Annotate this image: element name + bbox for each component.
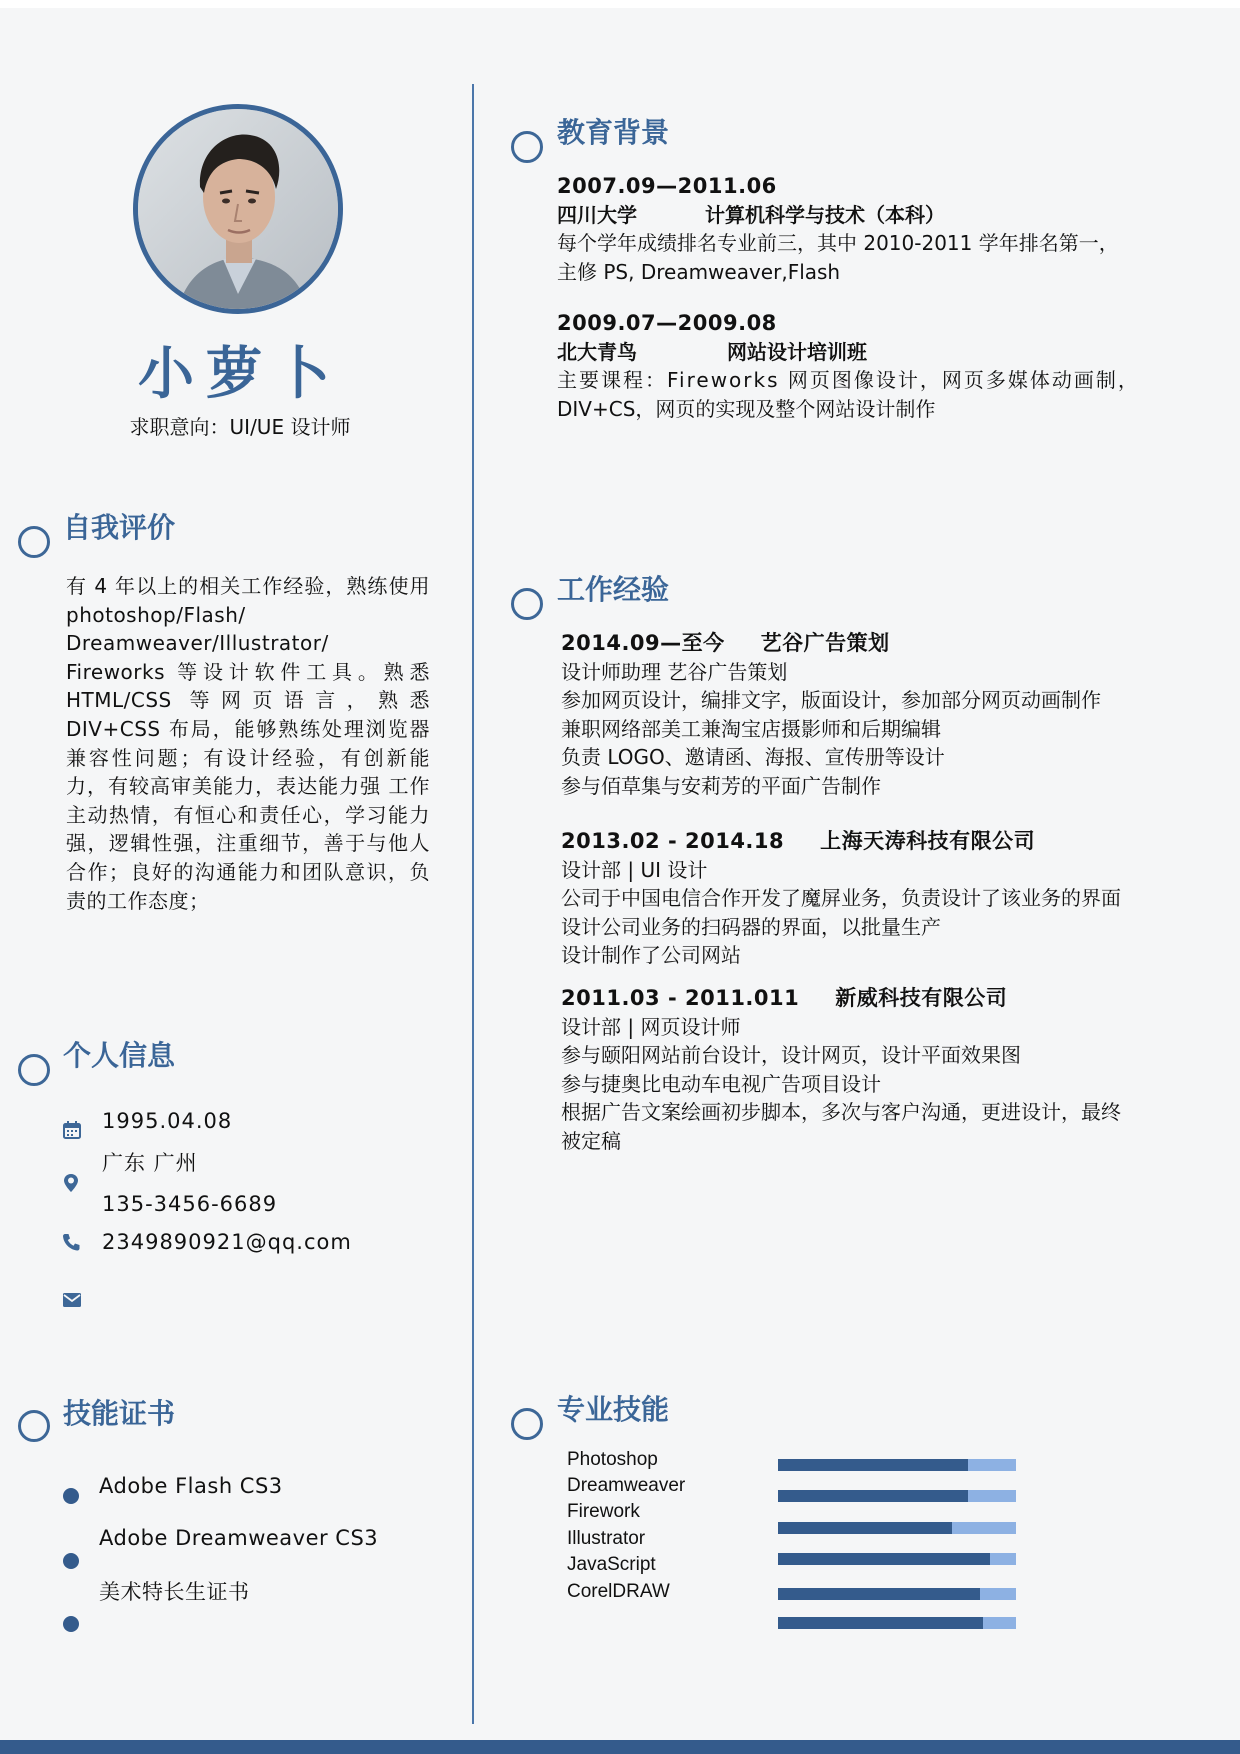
company-name: 新威科技有限公司	[835, 986, 1008, 1010]
location-text: 广东 广州	[102, 1151, 198, 1175]
work-date: 2014.09—至今	[561, 631, 725, 655]
skill-bar	[778, 1459, 1016, 1471]
skill-name: JavaScript	[567, 1554, 656, 1575]
education-date: 2009.07—2009.08	[557, 311, 777, 335]
skill-bar	[778, 1617, 1016, 1629]
avatar	[133, 104, 343, 314]
section-title-certificates: 技能证书	[63, 1397, 176, 1430]
work-desc: 参与捷奥比电动车电视广告项目设计	[561, 1071, 881, 1096]
skill-name: Photoshop	[567, 1449, 658, 1470]
skill-name: Dreamweaver	[567, 1475, 686, 1496]
skill-bar	[778, 1522, 1016, 1534]
skill-bar	[778, 1588, 1016, 1600]
footer-bar	[0, 1740, 1240, 1754]
work-desc: 负责 LOGO、邀请函、海报、宣传册等设计	[561, 745, 945, 769]
self-evaluation-text: 有 4 年以上的相关工作经验，熟练使用 photoshop/Flash/ Dreamweaver/Illustrator/ Fireworks 等设计软件工具。熟悉 HTML/CSS 等网页语言，熟悉 DIV+CSS 布局，能够熟练处理浏览器兼容性问题；有设计经验，有创新能力，有较高审美能力，表达能力强 工作主动热情，有恒心和责任心，学习能力强，逻辑性强，注重细节，善于与他人合作；良好的沟通能力和团队意识，负责的工作态度；	[66, 574, 430, 913]
company-name: 上海天涛科技有限公司	[820, 829, 1036, 853]
work-header	[561, 629, 1101, 658]
company-name: 艺谷广告策划	[760, 631, 890, 655]
education-desc: 主要课程：Fireworks 网页图像设计，网页多媒体动画制，	[557, 368, 1140, 392]
work-date: 2013.02 - 2014.18	[561, 829, 785, 853]
education-desc: 每个学年成绩排名专业前三，其中 2010-2011 学年排名第一，	[557, 231, 1119, 255]
certificate-item: 美术特长生证书	[99, 1580, 250, 1604]
section-title-personal-info: 个人信息	[63, 1039, 176, 1072]
skill-bar	[778, 1553, 1016, 1565]
section-title-education: 教育背景	[557, 116, 670, 149]
email-address: 2349890921@qq.com	[102, 1230, 352, 1254]
work-desc: 公司于中国电信合作开发了魔屏业务，负责设计了该业务的界面	[561, 886, 1121, 910]
work-role: 设计部 | UI 设计	[561, 857, 708, 882]
skill-bar-fill	[778, 1459, 968, 1471]
certificate-item: Adobe Flash CS3	[99, 1474, 283, 1498]
work-role: 设计师助理 艺谷广告策划	[561, 659, 788, 684]
skill-bar-fill	[778, 1588, 980, 1600]
section-marker-icon	[511, 1408, 543, 1440]
section-title-skills: 专业技能	[557, 1393, 670, 1426]
skill-bar-fill	[778, 1490, 968, 1502]
school-name: 四川大学	[557, 202, 637, 227]
skill-name: CorelDRAW	[567, 1581, 670, 1602]
work-header	[561, 827, 1121, 856]
work-desc: 参与佰草集与安莉芳的平面广告制作	[561, 773, 881, 798]
work-desc: 参加网页设计，编排文字，版面设计，参加部分网页动画制作	[561, 688, 1101, 712]
calendar-icon	[61, 1119, 83, 1141]
mail-icon	[61, 1289, 83, 1311]
work-desc: 参与颐阳网站前台设计，设计网页，设计平面效果图	[561, 1043, 1021, 1067]
education-school-line	[557, 201, 1119, 230]
column-divider	[472, 84, 474, 1724]
section-title-work: 工作经验	[557, 573, 670, 606]
phone-icon	[60, 1231, 82, 1253]
certificate-item: Adobe Dreamweaver CS3	[99, 1526, 379, 1550]
skill-bar	[778, 1490, 1016, 1502]
skill-bar-fill	[778, 1617, 983, 1629]
section-title-self-evaluation: 自我评价	[63, 511, 176, 544]
location-pin-icon	[60, 1172, 82, 1194]
skill-name: Firework	[567, 1501, 640, 1522]
section-marker-icon	[18, 1054, 50, 1086]
work-date: 2011.03 - 2011.011	[561, 986, 800, 1010]
work-desc: 设计公司业务的扫码器的界面，以批量生产	[561, 914, 941, 939]
bullet-icon	[63, 1616, 79, 1632]
skill-name: Illustrator	[567, 1528, 646, 1549]
work-entry	[561, 629, 1101, 800]
bullet-icon	[63, 1488, 79, 1504]
school-name: 北大青鸟	[557, 339, 637, 364]
work-header	[561, 984, 1121, 1013]
skill-bar-fill	[778, 1522, 952, 1534]
section-marker-icon	[511, 131, 543, 163]
section-marker-icon	[511, 588, 543, 620]
work-role: 设计部 | 网页设计师	[561, 1014, 741, 1039]
section-marker-icon	[18, 526, 50, 558]
work-desc: 被定稿	[561, 1128, 621, 1153]
work-desc: 设计制作了公司网站	[561, 943, 741, 967]
work-desc: 根据广告文案绘画初步脚本，多次与客户沟通，更进设计，最终	[561, 1100, 1121, 1124]
major-name: 网站设计培训班	[727, 339, 867, 364]
major-name: 计算机科学与技术（本科）	[705, 202, 945, 227]
education-desc: DIV+CS，网页的实现及整个网站设计制作	[557, 396, 936, 421]
education-entry	[557, 309, 1140, 423]
work-desc: 兼职网络部美工兼淘宝店摄影师和后期编辑	[561, 716, 941, 741]
section-marker-icon	[18, 1410, 50, 1442]
bullet-icon	[63, 1553, 79, 1569]
avatar-photo	[138, 109, 338, 309]
education-desc: 主修 PS, Dreamweaver,Flash	[557, 259, 841, 284]
phone-number: 135-3456-6689	[102, 1192, 278, 1216]
work-entry	[561, 984, 1121, 1155]
candidate-name: 小萝卜	[138, 342, 342, 407]
skill-bar-fill	[778, 1553, 990, 1565]
job-intent: 求职意向：UI/UE 设计师	[129, 415, 351, 439]
work-entry	[561, 827, 1121, 970]
education-school-line	[557, 338, 1140, 367]
education-date: 2007.09—2011.06	[557, 174, 777, 198]
education-entry	[557, 172, 1119, 286]
birth-date: 1995.04.08	[102, 1109, 233, 1133]
